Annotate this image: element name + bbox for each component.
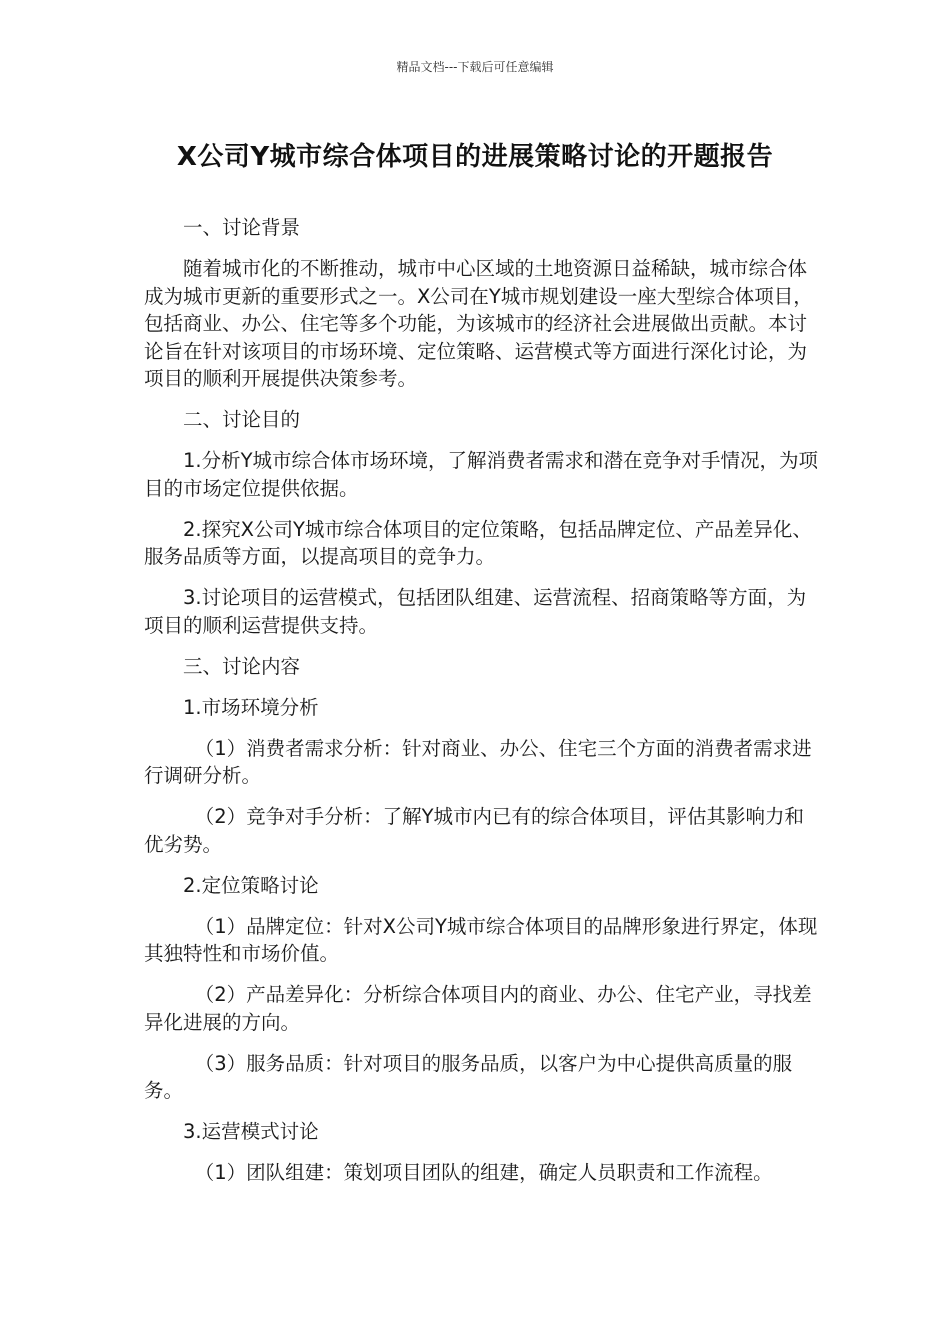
paragraph-background: 随着城市化的不断推动，城市中心区域的土地资源日益稀缺，城市综合体成为城市更新的重要形式之一。X公司在Y城市规划建设一座大型综合体项目，包括商业、办公、住宅等多个功能，为该城市的经济社会进展做出贡献。本讨论旨在针对该项目的市场环境、定位策略、运营模式等方面进行深化讨论，为项目的顺利开展提供决策参考。 [144, 257, 813, 390]
subheading-operation: 3.运营模式讨论 [183, 1120, 319, 1143]
purpose-item-2: 2.探究X公司Y城市综合体项目的定位策略，包括品牌定位、产品差异化、服务品质等方面，以提高项目的竞争力。 [144, 517, 812, 568]
market-item-2: （2）竞争对手分析：了解Y城市内已有的综合体项目，评估其影响力和优劣势。 [144, 805, 805, 856]
section-heading-background: 一、讨论背景 [183, 216, 301, 239]
document-body [144, 214, 820, 1200]
market-item-1: （1）消费者需求分析：针对商业、办公、住宅三个方面的消费者需求进行调研分析。 [144, 736, 812, 787]
subheading-market: 1.市场环境分析 [183, 695, 319, 719]
positioning-item-1: （1）品牌定位：针对X公司Y城市综合体项目的品牌形象进行界定，体现其独特性和市场价值。 [144, 914, 818, 965]
section-heading-content: 三、讨论内容 [183, 654, 301, 678]
header-note: 精品文档---下载后可任意编辑 [396, 60, 554, 74]
purpose-item-3: 3.讨论项目的运营模式，包括团队组建、运营流程、招商策略等方面，为项目的顺利运营提供支持。 [144, 586, 807, 637]
section-heading-purpose: 二、讨论目的 [183, 408, 301, 431]
subheading-positioning: 2.定位策略讨论 [183, 873, 319, 897]
operation-item-1: （1）团队组建：策划项目团队的组建，确定人员职责和工作流程。 [194, 1161, 773, 1184]
page-title: X公司Y城市综合体项目的进展策略讨论的开题报告 [176, 142, 774, 172]
purpose-item-1: 1.分析Y城市综合体市场环境，了解消费者需求和潜在竞争对手情况，为项目的市场定位提供依据。 [144, 449, 819, 500]
positioning-item-3: （3）服务品质：针对项目的服务品质，以客户为中心提供高质量的服务。 [144, 1051, 793, 1102]
positioning-item-2: （2）产品差异化：分析综合体项目内的商业、办公、住宅产业，寻找差异化进展的方向。 [144, 983, 812, 1034]
